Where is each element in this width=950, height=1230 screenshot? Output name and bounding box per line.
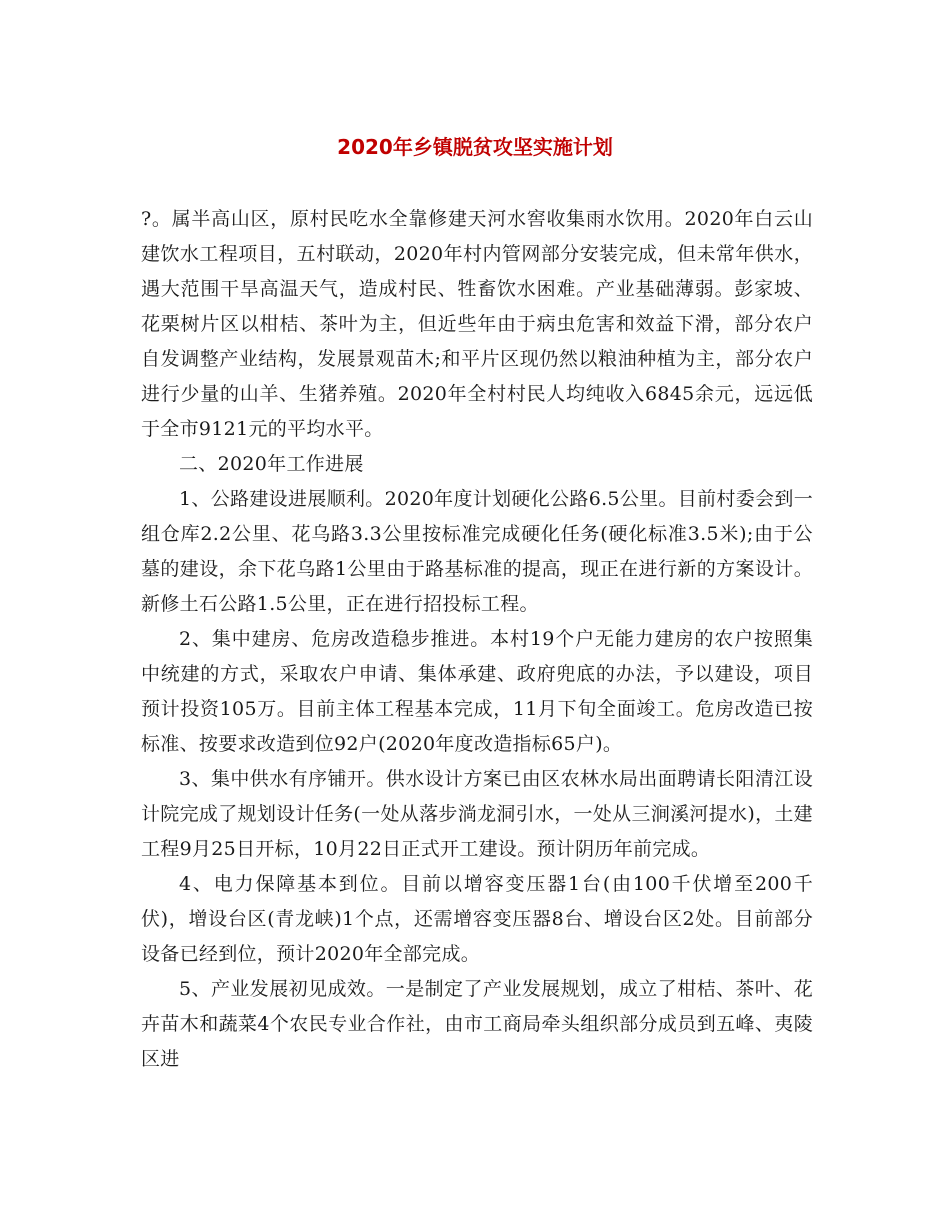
paragraph-industry: 5、产业发展初见成效。一是制定了产业发展规划，成立了柑桔、茶叶、花卉苗木和蔬菜4个农民专业合作社，由市工商局牵头组织部分成员到五峰、夷陵区进: [141, 978, 813, 1070]
paragraph-power-supply: 4、电力保障基本到位。目前以增容变压器1台(由100千伏增至200千伏)，增设台区(青龙峡)1个点，还需增容变压器8台、增设台区2处。目前部分设备已经到位，预计2020年全部完成。: [141, 873, 813, 965]
document-body: [141, 202, 813, 1077]
paragraph-housing: 2、集中建房、危房改造稳步推进。本村19个户无能力建房的农户按照集中统建的方式，采取农户申请、集体承建、政府兜底的办法，予以建设，项目预计投资105万。目前主体工程基本完成，11月下旬全面竣工。危房改造已按标准、按要求改造到位92户(2020年度改造指标65户)。: [141, 628, 813, 755]
section-heading-progress: 二、2020年工作进展: [179, 453, 364, 475]
paragraph-road-construction: 1、公路建设进展顺利。2020年度计划硬化公路6.5公里。目前村委会到一组仓库2.2公里、花乌路3.3公里按标准完成硬化任务(硬化标准3.5米);由于公墓的建设，余下花乌路1公里由于路基标准的提高，现正在进行新的方案设计。新修土石公路1.5公里，正在进行招投标工程。: [141, 488, 813, 615]
document-title: 2020年乡镇脱贫攻坚实施计划: [337, 135, 613, 159]
paragraph-water-supply: 3、集中供水有序铺开。供水设计方案已由区农林水局出面聘请长阳清江设计院完成了规划设计任务(一处从落步淌龙洞引水，一处从三涧溪河提水)，土建工程9月25日开标，10月22日正式开工建设。预计阴历年前完成。: [141, 768, 813, 860]
paragraph-intro: ?。属半高山区，原村民吃水全靠修建天河水窖收集雨水饮用。2020年白云山建饮水工程项目，五村联动，2020年村内管网部分安装完成，但未常年供水，遇大范围干旱高温天气，造成村民、牲畜饮水困难。产业基础薄弱。彭家坡、花栗树片区以柑桔、茶叶为主，但近些年由于病虫危害和效益下滑，部分农户自发调整产业结构，发展景观苗木;和平片区现仍然以粮油种植为主，部分农户进行少量的山羊、生猪养殖。2020年全村村民人均纯收入6845余元，远远低于全市9121元的平均水平。: [141, 208, 813, 440]
